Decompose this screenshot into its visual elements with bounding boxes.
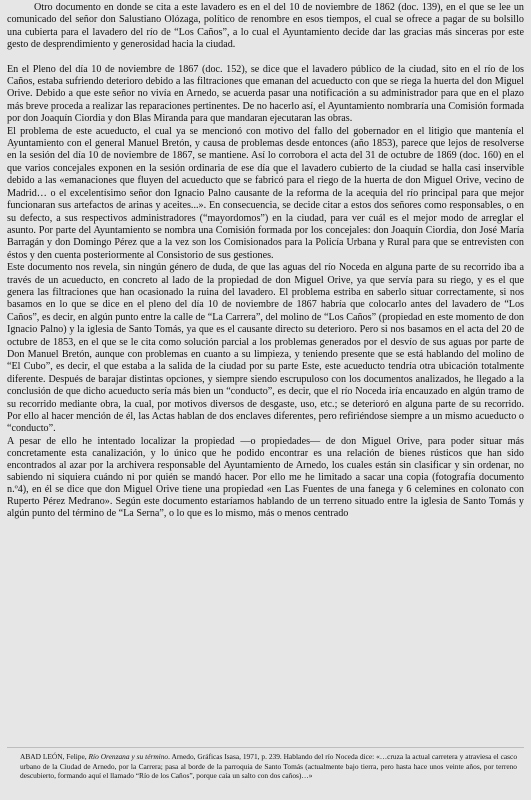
paragraph-2: En el Pleno del día 10 de noviembre de 1867 (doc. 152), se dice que el lavadero público de la ciudad, sito en el río de los Caños, estaba sufriendo deterioro debido a las filtraciones que emanan del acueducto con que se riega la huerta del don Miguel Orive. Debido a que este señor no vivía en Arnedo, se acuerda pasar una notificación a su administrador para que en el plazo más breve proceda a realizar las reparaciones pertinentes. De no hacerlo así, el Ayuntamiento nombraría una Comisión formada por don Joaquín Ciordia y don Blas Miranda para que mandaran ejecutaran las obras. [7,63,524,125]
body-text [7,2,524,520]
paragraph-5: A pesar de ello he intentado localizar la propiedad —o propiedades— de don Miguel Orive, para poder situar más concretamente esta canalización, y lo único que he podido encontrar es una relación de bienes rústicos que han sido encontrados al azar por la archivera responsable del Ayuntamiento de Arnedo, los cuales están sin clasificar y sin ordenar, no sabiendo ni siquiera cuándo ni por quién se mandó hacer. Por ello me he limitado a sacar una copia (fotografía documento n.º4), en él se dice que don Miguel Orive tiene una propiedad «en Las Fuentes de una fanega y 6 celemines en colonato con Ruperto Pérez Medrano». Según este documento estaríamos hablando de un terreno situado entre la iglesia de Santo Tomás y algún punto del término de “La Serna”, o lo que es lo mismo, más o menos centrado [7,435,524,520]
footnote-divider [7,747,524,748]
footnote-text: . Arnedo, Gráficas Isasa, 1971, p. 239. Hablando del río Noceda dice: «…cruza la actual carretera y atraviesa el casco urbano de la Ciudad de Arnedo, por la Carrera; pasa al borde de la parroquia de Santo Tomás (actualmente bajo tierra, pero hasta hace unos veinte años, por terreno descubierto, formando aquí el llamado “Río de los Caños”, porque caía un salto con dos caños)…» [20,752,518,781]
paragraph-1: Otro documento en donde se cita a este lavadero es en el del 10 de noviembre de 1862 (doc. 139), en el que se lee un comunicado del señor don Salustiano Olózaga, político de renombre en esos tiempos, el cual se ofrece a pagar de su bolsillo una cubierta para el lavadero del río de “Los Caños”, a lo cual el Ayuntamiento decide dar las gracias más sinceras por este gesto de desprendimiento y generosidad hacia la ciudad. [7,2,524,51]
footnote-author: ABAD LEÓN, Felipe, [20,752,89,761]
paragraph-4: Este documento nos revela, sin ningún género de duda, de que las aguas del río Noceda en alguna parte de su recorrido iba a través de un acueducto, en concreto al lado de la propiedad de don Miguel Orive, ya que servía para su riego, y es el que genera las filtraciones que han ocasionado la ruina del lavadero. El problema estriba en saberlo situar correctamente, si nos basamos en lo que se dice en el pleno del día 10 de noviembre de 1867 habría que colocarlo antes del lavadero de “Los Caños”, es decir, en algún punto entre la calle de “La Carrera”, del molino de “Los Caños” (propiedad en este momento de don Ignacio Palno) y la iglesia de Santo Tomás, ya que es el causante directo su deterioro. Pero si nos basamos en el acta del 20 de octubre de 1853, en el que se le cita como solución parcial a los problemas generados por el desvío de sus aguas por parte de Don Manuel Bretón, aunque con problemas en cuanto a su limpieza, y teniendo presente que se está hablando del molino de “El Cubo”, es decir, el que estaba a la salida de la ciudad por su parte Este, este acueducto tendría otra ubicación totalmente diferente. Después de barajar distintas opciones, y siempre siendo escrupuloso con los documentos analizados, he llegado a la conclusión de que dicho acueducto sería más bien un “conducto”, es decir, que el río Noceda iría encauzado en algún tramo de su recorrido mediante obra, la cual, por motivos diversos de desgaste, uso, etc.; se deterioró en alguna parte de su recorrido. Por ello al hacer mención de él, las Actas hablan de dos enclaves diferentes, pero refiriéndose siempre a un mismo acueducto o “conducto”. [7,262,524,435]
paragraph-3: El problema de este acueducto, el cual ya se mencionó con motivo del fallo del gobernador en el litigio que mantenía el Ayuntamiento con el general Manuel Bretón, y causa de problemas desde entonces (año 1853), parece que lejos de resolverse en la sesión del día 10 de noviembre de 1867, se mantiene. Así lo corrobora el acta del 31 de octubre de 1869 (doc. 160) en el que varios concejales exponen en la sesión ordinaria de ese día que el lavadero cubierto de la ciudad se halla casi inservible debido a las «emanaciones que fluyen del acueducto que se fabricó para el riego de la huerta de don Miguel Orive, vecino de Madrid… o el excelentísimo señor don Ignacio Palno causante de la reforma de la acequia del río principal para que mejor funcionaran sus artefactos de arinas y aceites...». En consecuencia, se decide citar a estos dos señores como responsables, o en su defecto, a sus respectivos administradores (“mayordomos”) en la ciudad, para ver cuál es el mejor modo de arreglar el asunto. Por parte del Ayuntamiento se nombra una Comisión formada por los concejales: don Joaquín Ciordia, don José María Barragán y don Domingo Pérez que a la vez son los Comisionados para la Policía Urbana y Rural para que se entrevisten con éstos y den cuenta posteriormente al Consistorio de sus gestiones. [7,125,524,261]
footnote [20,752,517,781]
footnote-title: Río Orenzana y su término [88,752,169,761]
